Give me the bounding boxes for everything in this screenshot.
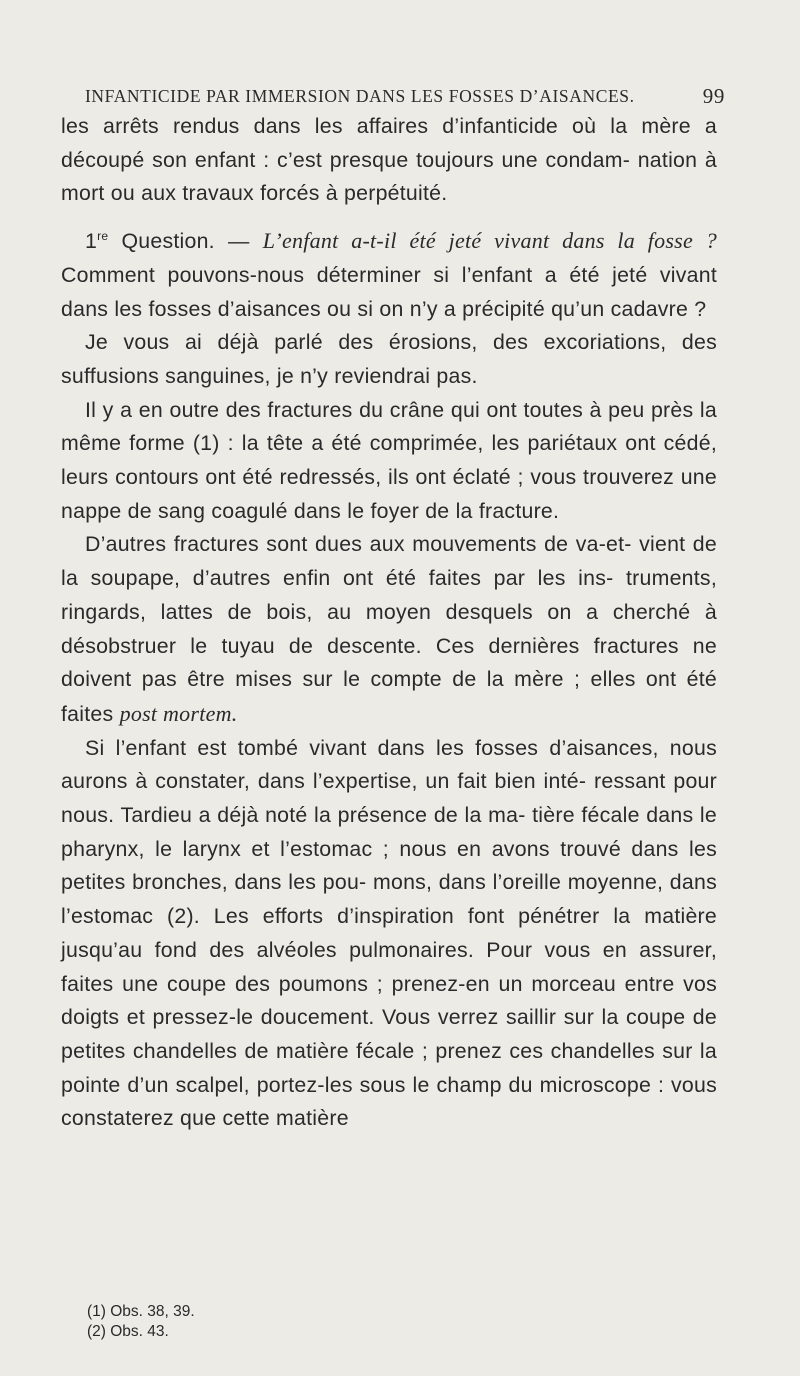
footnote-2: (2) Obs. 43.	[87, 1323, 169, 1340]
post-mortem-italic: post mortem.	[119, 700, 238, 726]
running-title: INFANTICIDE PAR IMMERSION DANS LES FOSSES D’AISANCES.	[85, 86, 635, 106]
question-number: 1	[85, 229, 98, 254]
paragraph-autres-fractures-text: D’autres fractures sont dues aux mouvements de va-et- vient de la soupape, d’autres enfin ont été faites par les ins- truments, ringards, lattes de bois, au moyen desquels on a cherché à désobstruer le tuyau de descente. Ces dernières fractures ne doivent pas être mises sur le compte de la mère ; elles ont été faites	[61, 532, 717, 726]
question-text: Comment pouvons-nous déterminer si l’enfant a été jeté vivant dans les fosses d’aisances ou si on n’y a précipité qu’un cadavre ?	[61, 262, 717, 321]
paragraph-fractures-crane: Il y a en outre des fractures du crâne qui ont toutes à peu près la même forme (1) : la tête a été comprimée, les pariétaux ont cédé, leurs contours ont été redressés, ils ont éclaté ; vous trouverez une nappe de sang coagulé dans le foyer de la fracture.	[61, 397, 717, 523]
footnote-1: (1) Obs. 38, 39.	[87, 1303, 195, 1320]
paragraph-autres-fractures	[61, 528, 717, 731]
page-number: 99	[702, 84, 725, 108]
footnotes	[87, 1302, 195, 1342]
paragraph-question	[61, 224, 717, 326]
body-text	[61, 110, 717, 1136]
question-label: Question. —	[108, 229, 263, 254]
paragraph-continued: les arrêts rendus dans les affaires d’infanticide où la mère a découpé son enfant : c’est presque toujours une condam- nation à mort ou aux travaux forcés à perpétuité.	[61, 114, 717, 206]
ordinal-superscript: re	[97, 229, 109, 244]
paragraph-enfant-vivant: Si l’enfant est tombé vivant dans les fosses d’aisances, nous aurons à constater, dans l’expertise, un fait bien inté- ressant pour nous. Tardieu a déjà noté la présence de la ma- tière fécale dans le pharynx, le larynx et l’estomac ; nous en avons trouvé dans les petites bronches, dans les pou- mons, dans l’oreille moyenne, dans l’estomac (2). Les efforts d’inspiration font pénétrer la matière jusqu’au fond des alvéoles pulmonaires. Pour vous en assurer, faites une coupe des poumons ; prenez-en un morceau entre vos doigts et pressez-le doucement. Vous verrez saillir sur la coupe de petites chandelles de matière fécale ; prenez ces chandelles sur la pointe d’un scalpel, portez-les sous le champ du microscope : vous constaterez que cette matière	[61, 735, 717, 1131]
question-title: L’enfant a-t-il été jeté vivant dans la fosse ?	[262, 228, 717, 254]
paragraph-erosions: Je vous ai déjà parlé des érosions, des excoriations, des suffusions sanguines, je n’y reviendrai pas.	[61, 330, 717, 388]
